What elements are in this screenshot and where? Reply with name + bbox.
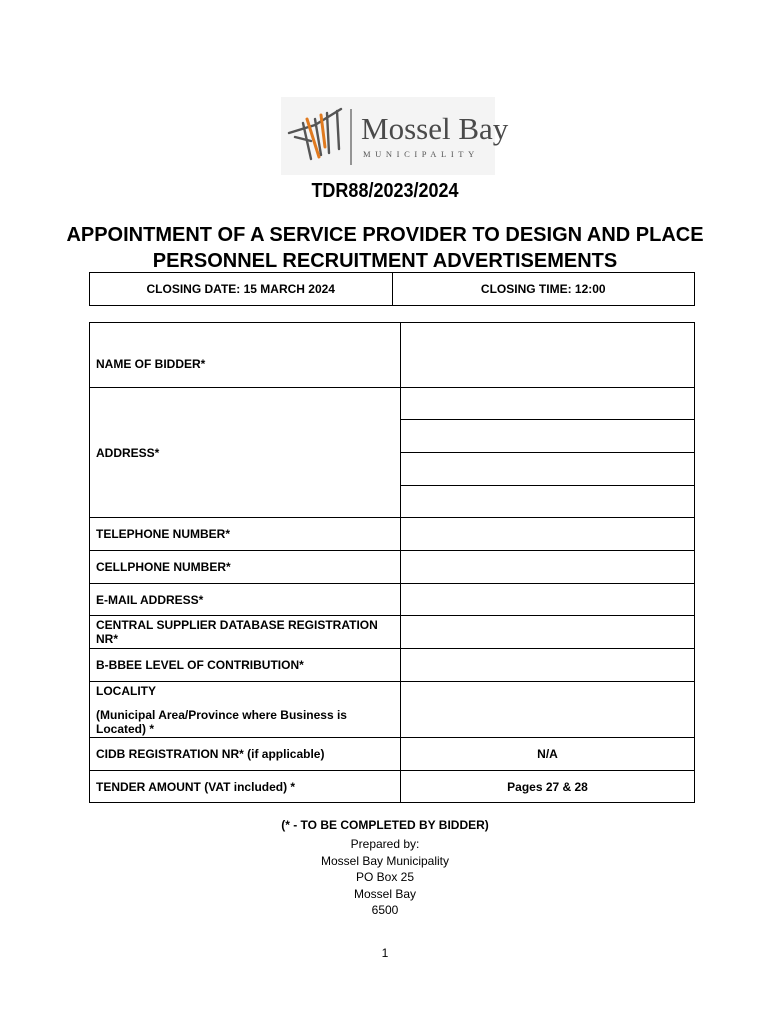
csd-field[interactable] [401, 616, 695, 649]
telephone-label: TELEPHONE NUMBER* [90, 518, 401, 551]
email-label: E-MAIL ADDRESS* [90, 584, 401, 616]
logo-subtitle: MUNICIPALITY [363, 149, 479, 159]
tender-number: TDR88/2023/2024 [311, 180, 459, 202]
po-box: PO Box 25 [355, 870, 415, 884]
page-number: 1 [381, 946, 389, 960]
tender-amount-value: Pages 27 & 28 [401, 771, 695, 803]
document-title: APPOINTMENT OF A SERVICE PROVIDER TO DESIGN AND PLACE PERSONNEL RECRUITMENT ADVERTISEMENTS [66, 224, 704, 272]
address-line-4-field[interactable] [401, 486, 695, 518]
locality-cell [90, 682, 401, 738]
bbbee-label: B-BBEE LEVEL OF CONTRIBUTION* [90, 649, 401, 682]
completion-note: (* - TO BE COMPLETED BY BIDDER) [281, 818, 489, 832]
telephone-field[interactable] [401, 518, 695, 551]
prepared-by-org: Mossel Bay Municipality [320, 853, 450, 868]
tender-amount-label: TENDER AMOUNT (VAT included) * [90, 771, 401, 803]
address-line-1-field[interactable] [401, 388, 695, 420]
bidder-form-table [89, 322, 695, 803]
locality-note: (Municipal Area/Province where Business is Located) * [96, 707, 347, 736]
closing-date: CLOSING DATE: 15 MARCH 2024 [90, 273, 393, 306]
town: Mossel Bay [353, 886, 417, 901]
cidb-label: CIDB REGISTRATION NR* (if applicable) [90, 738, 401, 771]
closing-table [89, 272, 695, 306]
locality-label: LOCALITY [96, 683, 156, 698]
name-of-bidder-label: NAME OF BIDDER* [90, 323, 401, 388]
logo-emblem-icon [281, 97, 359, 175]
bbbee-field[interactable] [401, 649, 695, 682]
name-of-bidder-field[interactable] [401, 323, 695, 388]
prepared-by-label: Prepared by: [350, 837, 420, 851]
cellphone-label: CELLPHONE NUMBER* [90, 551, 401, 584]
closing-time: CLOSING TIME: 12:00 [392, 273, 695, 306]
municipality-logo [281, 97, 509, 175]
address-label: ADDRESS* [90, 388, 401, 518]
locality-field[interactable] [401, 682, 695, 738]
logo-name: Mossel Bay [361, 111, 509, 146]
address-line-2-field[interactable] [401, 420, 695, 453]
postal-code: 6500 [371, 903, 399, 917]
csd-label: CENTRAL SUPPLIER DATABASE REGISTRATION NR* [90, 616, 401, 649]
cidb-value: N/A [401, 738, 695, 771]
email-field[interactable] [401, 584, 695, 616]
prepared-by-block [0, 836, 770, 919]
address-line-3-field[interactable] [401, 453, 695, 486]
cellphone-field[interactable] [401, 551, 695, 584]
